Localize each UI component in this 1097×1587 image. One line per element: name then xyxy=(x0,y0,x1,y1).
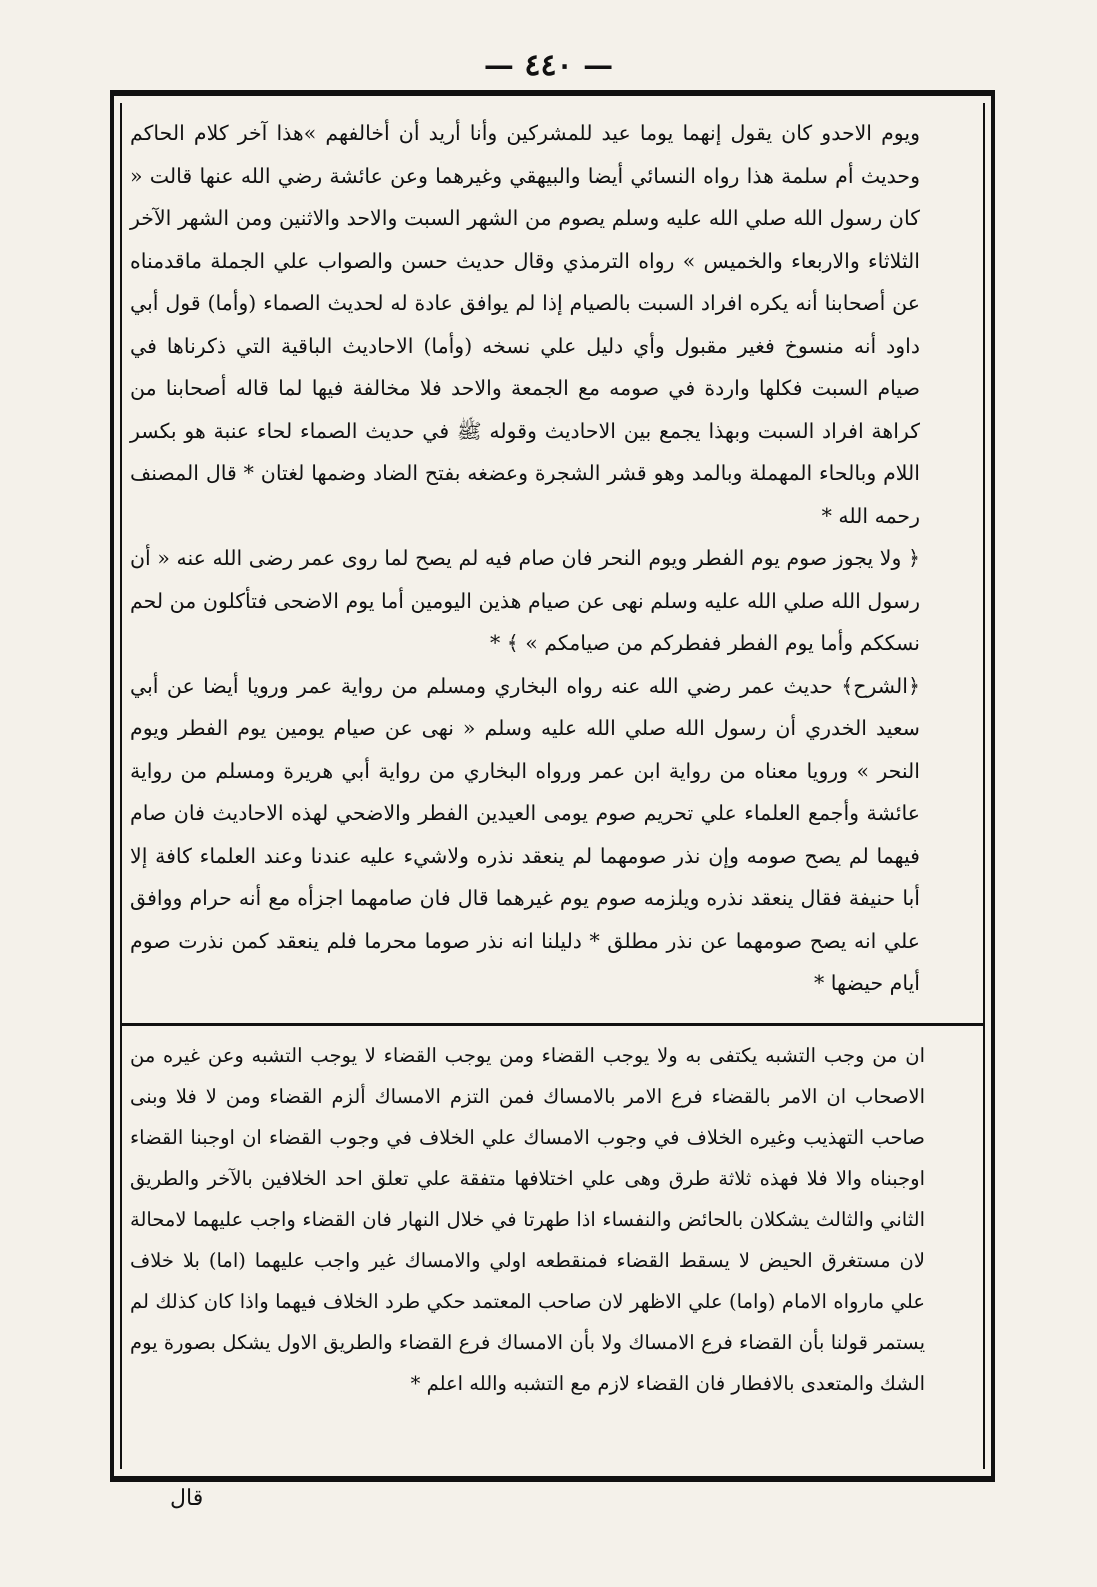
main-text xyxy=(130,112,920,1012)
footnote-text xyxy=(130,1035,925,1455)
main-paragraph-2: ﴿ ولا يجوز صوم يوم الفطر ويوم النحر فان صام فيه لم يصح لما روى عمر رضى الله عنه « أن رسول الله صلي الله عليه وسلم نهى عن صيام هذين اليومين أما يوم الاضحى فتأكلون من لحم نسككم وأما يوم الفطر ففطركم من صيامكم » ﴾ * xyxy=(130,546,920,655)
footnote-paragraph: ان من وجب التشبه يكتفى به ولا يوجب القضاء ومن يوجب القضاء لا يوجب التشبه وعن غيره من الاصحاب ان الامر بالقضاء فرع الامر بالامساك فمن التزم الامساك ألزم القضاء ومن لا فلا وبنى صاحب التهذيب وغيره الخلاف في وجوب الامساك علي الخلاف في وجوب القضاء ان اوجبنا القضاء اوجبناه والا فلا فهذه ثلاثة طرق وهى علي اختلافها متفقة علي تعلق احد الخلافين بالآخر والطريق الثاني والثالث يشكلان بالحائض والنفساء اذا طهرتا في خلال النهار فان القضاء واجب عليهما لامحالة لان مستغرق الحيض لا يسقط القضاء فمنقطعه اولي والامساك غير واجب عليهما (اما) بلا خلاف علي مارواه الامام (واما) علي الاظهر لان صاحب المعتمد حكي طرد الخلاف فيهما واذا كان كذلك لم يستمر قولنا بأن القضاء فرع الامساك ولا بأن الامساك فرع القضاء والطريق الاول يشكل بصورة يوم الشك والمتعدى بالافطار فان القضاء لازم مع التشبه والله اعلم * xyxy=(130,1044,925,1395)
footnote-separator xyxy=(120,1023,985,1026)
main-paragraph-3: ﴿الشرح﴾ حديث عمر رضي الله عنه رواه البخاري ومسلم من رواية عمر ورويا أيضا عن أبي سعيد الخدري أن رسول الله صلي الله عليه وسلم « نهى عن صيام يومين يوم الفطر ويوم النحر » ورويا معناه من رواية ابن عمر ورواه البخاري من رواية أبي هريرة ومسلم من رواية عائشة وأجمع العلماء علي تحريم صوم يومى العيدين الفطر والاضحي لهذه الاحاديث فان صام فيهما لم يصح صومه وإن نذر صومهما لم ينعقد نذره ولاشيء عليه عندنا وعند العلماء كافة إلا أبا حنيفة فقال ينعقد نذره ويلزمه صوم يوم غيرهما قال فان صامهما اجزأه مع أنه حرام ووافق علي انه يصح صومهما عن نذر مطلق * دليلنا انه نذر صوما محرما فلم ينعقد كمن نذرت صوم أيام حيضها * xyxy=(130,673,920,995)
main-paragraph-1: ويوم الاحدو كان يقول إنهما يوما عيد للمشركين وأنا أريد أن أخالفهم »هذا آخر كلام الحاكم وحديث أم سلمة هذا رواه النسائي أيضا والبيهقي وغيرهما وعن عائشة رضي الله عنها قالت « كان رسول الله صلي الله عليه وسلم يصوم من الشهر السبت والاحد والاثنين ومن الشهر الآخر الثلاثاء والاربعاء والخميس » رواه الترمذي وقال حديث حسن والصواب علي الجملة ماقدمناه عن أصحابنا أنه يكره افراد السبت بالصيام إذا لم يوافق عادة له لحديث الصماء (وأما) قول أبي داود أنه منسوخ فغير مقبول وأي دليل علي نسخه (وأما) الاحاديث الباقية التي ذكرناها في صيام السبت فكلها واردة في صومه مع الجمعة والاحد فلا مخالفة فيها لما قاله أصحابنا من كراهة افراد السبت وبهذا يجمع بين الاحاديث وقوله ﷺ في حديث الصماء لحاء عنبة هو بكسر اللام وبالحاء المهملة وبالمد وهو قشر الشجرة وعضغه بفتح الضاد وضمها لغتان * قال المصنف رحمه الله * xyxy=(130,121,920,528)
catchword: قال xyxy=(170,1486,204,1511)
page-number: — ٤٤٠ — xyxy=(483,48,614,83)
